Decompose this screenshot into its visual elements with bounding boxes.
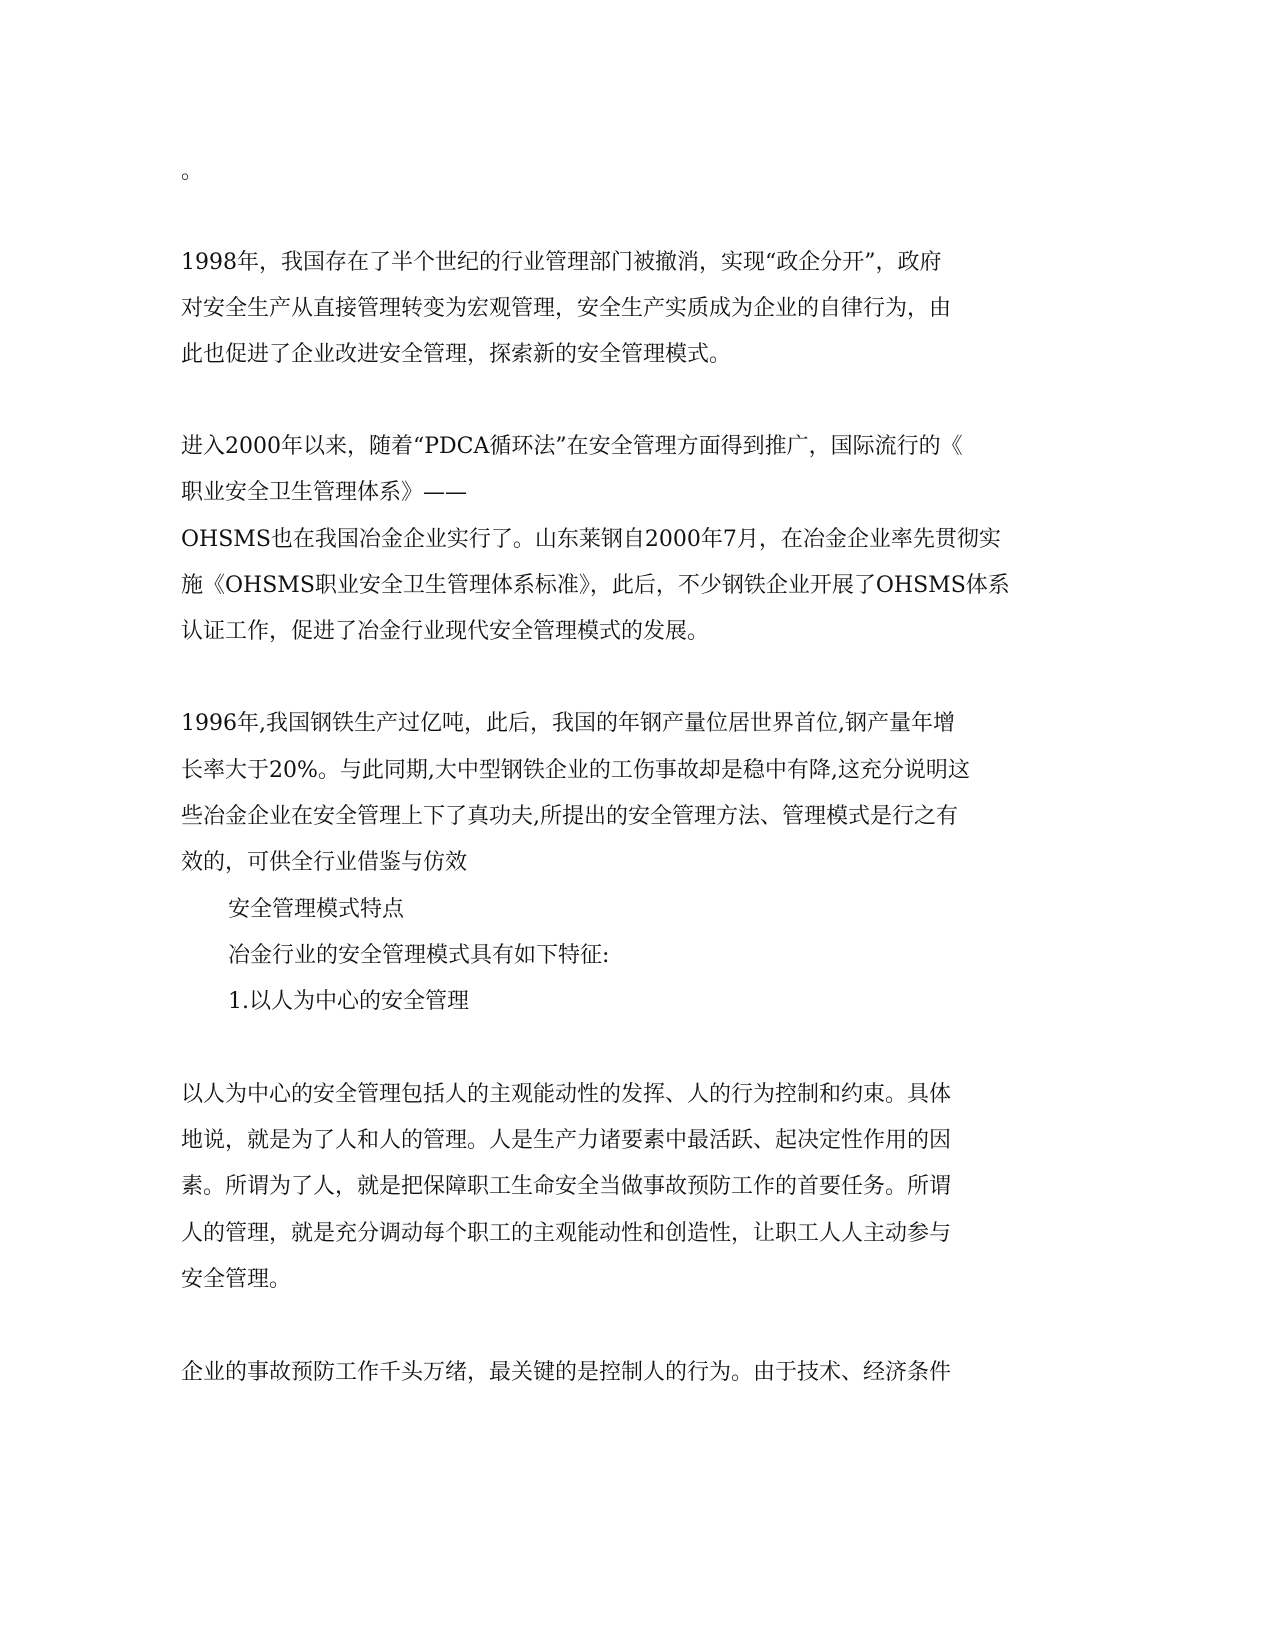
text-line: 认证工作，促进了冶金行业现代安全管理模式的发展。	[181, 619, 710, 644]
text-line: 效的，可供全行业借鉴与仿效	[181, 850, 468, 875]
text-line: 长率大于20%。与此同期,大中型钢铁企业的工伤事故却是稳中有降,这充分说明这	[181, 758, 970, 783]
text-line: 素。所谓为了人，就是把保障职工生命安全当做事故预防工作的首要任务。所谓	[181, 1174, 952, 1199]
text-line: 地说，就是为了人和人的管理。人是生产力诸要素中最活跃、起决定性作用的因	[181, 1128, 952, 1153]
section-heading: 安全管理模式特点	[228, 897, 405, 922]
text-line: 些冶金企业在安全管理上下了真功夫,所提出的安全管理方法、管理模式是行之有	[181, 804, 958, 829]
text-line: 1996年,我国钢铁生产过亿吨，此后，我国的年钢产量位居世界首位,钢产量年增	[181, 711, 955, 736]
text-line: 对安全生产从直接管理转变为宏观管理，安全生产实质成为企业的自律行为，由	[181, 296, 952, 321]
text-line: 人的管理，就是充分调动每个职工的主观能动性和创造性，让职工人人主动参与	[181, 1221, 952, 1246]
text-line: 冶金行业的安全管理模式具有如下特征:	[228, 943, 610, 968]
list-item-heading: 1.以人为中心的安全管理	[228, 989, 469, 1014]
text-line: 安全管理。	[181, 1267, 292, 1292]
text-line: 。	[181, 159, 204, 184]
text-line: 1998年，我国存在了半个世纪的行业管理部门被撤消，实现“政企分开”，政府	[181, 250, 942, 275]
text-line: 此也促进了企业改进安全管理，探索新的安全管理模式。	[181, 342, 732, 367]
text-line: 企业的事故预防工作千头万绪，最关键的是控制人的行为。由于技术、经济条件	[181, 1360, 952, 1385]
text-line: 施《OHSMS职业安全卫生管理体系标准》，此后，不少钢铁企业开展了OHSMS体系	[181, 573, 1010, 598]
text-line: 以人为中心的安全管理包括人的主观能动性的发挥、人的行为控制和约束。具体	[181, 1082, 952, 1107]
text-line: OHSMS也在我国冶金企业实行了。山东莱钢自2000年7月，在冶金企业率先贯彻实	[181, 527, 1001, 552]
text-line: 职业安全卫生管理体系》——	[181, 480, 468, 505]
text-line: 进入2000年以来，随着“PDCA循环法”在安全管理方面得到推广，国际流行的《	[181, 434, 963, 459]
